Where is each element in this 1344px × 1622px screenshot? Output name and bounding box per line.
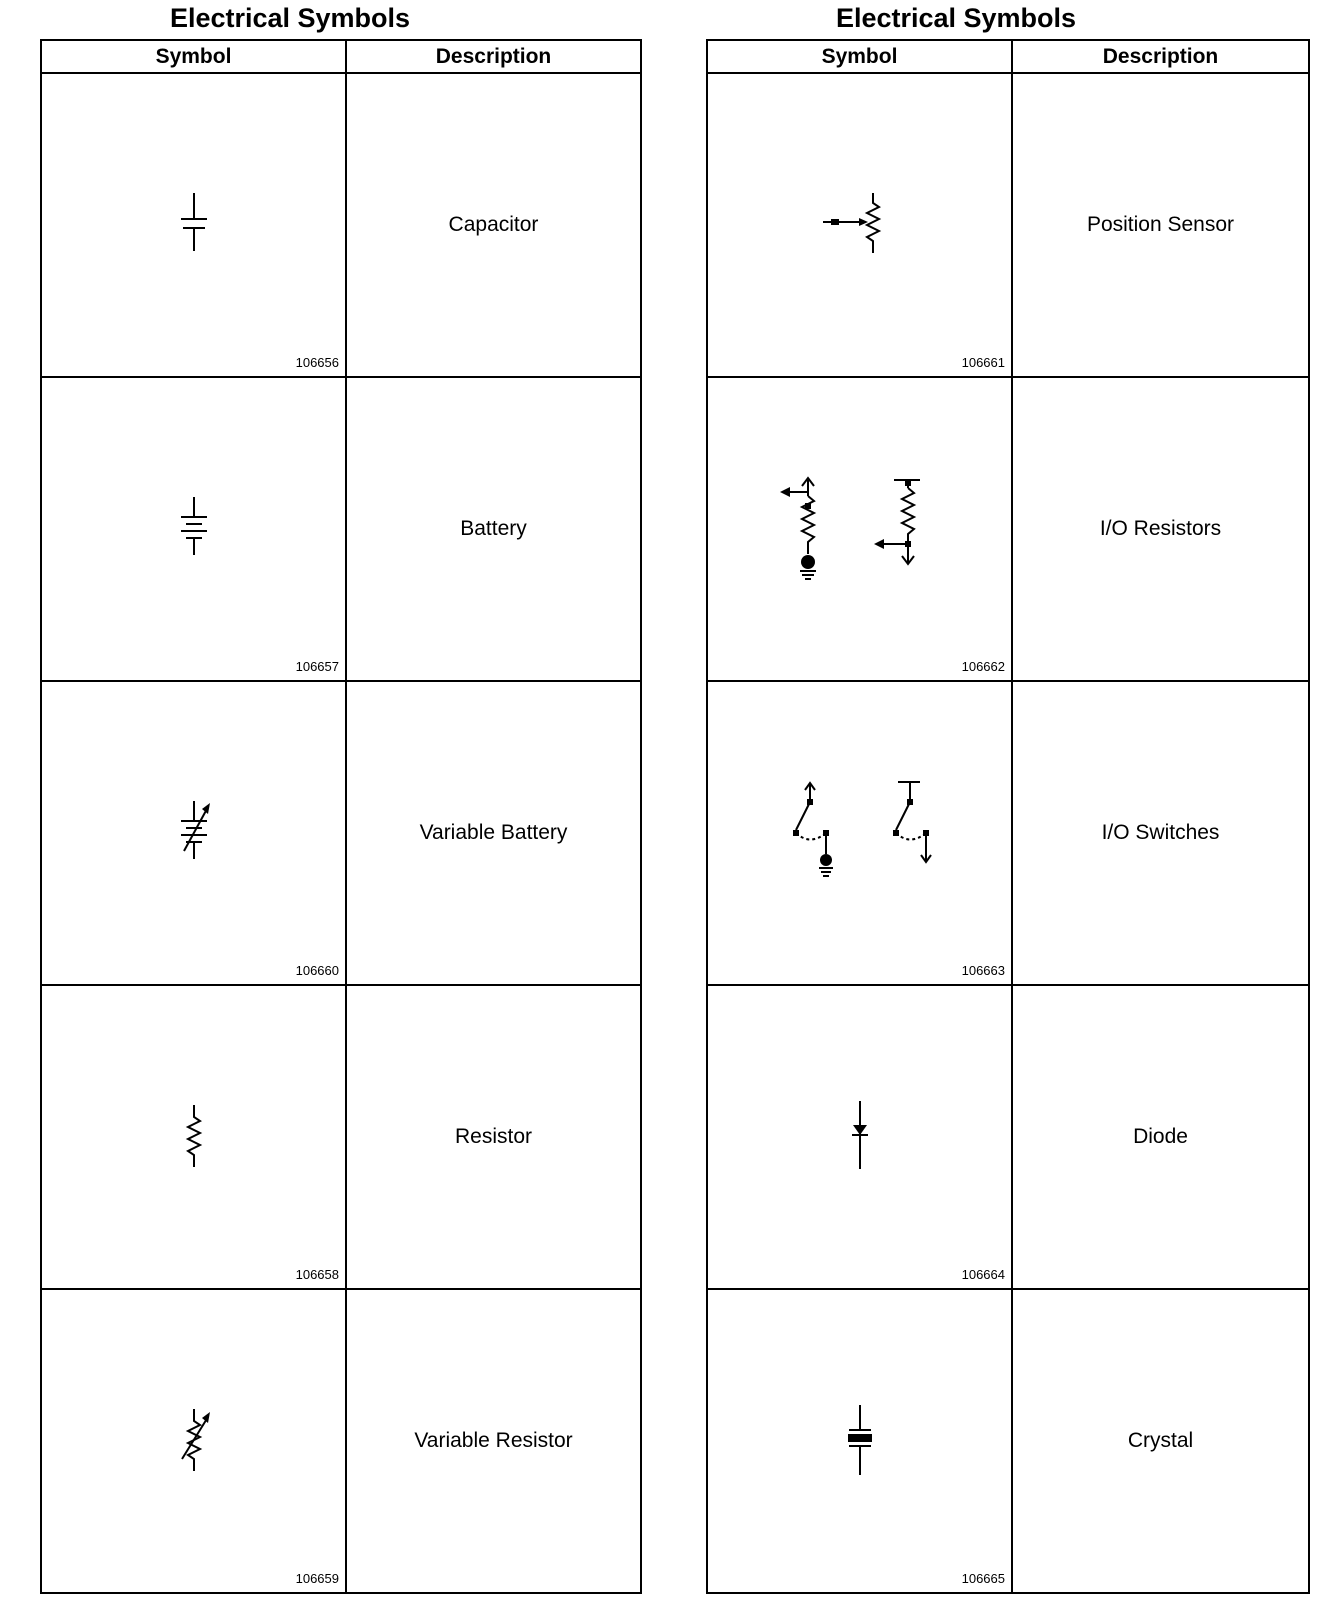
table-row — [41, 377, 641, 681]
reference-number: 106660 — [295, 963, 339, 978]
description-text: Diode — [1133, 1125, 1188, 1148]
description-text: Crystal — [1127, 1429, 1194, 1452]
panel-title: Electrical Symbols — [169, 3, 411, 33]
io-switches-icon — [770, 778, 950, 888]
description-cell — [1012, 73, 1309, 377]
position-sensor-icon — [815, 185, 905, 265]
reference-number: 106664 — [961, 1267, 1005, 1282]
description-cell — [1012, 377, 1309, 681]
symbols-table — [706, 39, 1310, 1594]
symbol-cell — [41, 73, 346, 377]
symbol-cell — [707, 1289, 1012, 1593]
description-text: Battery — [460, 517, 527, 540]
description-cell — [346, 985, 641, 1289]
reference-number: 106659 — [295, 1571, 339, 1586]
description-text: I/O Resistors — [1099, 517, 1222, 540]
table-row — [707, 377, 1309, 681]
battery-icon — [164, 489, 224, 569]
symbol-cell — [41, 377, 346, 681]
symbol-header: Symbol — [707, 40, 1012, 73]
symbol-cell — [707, 73, 1012, 377]
description-cell — [346, 377, 641, 681]
reference-number: 106662 — [961, 659, 1005, 674]
description-cell — [346, 1289, 641, 1593]
crystal-icon — [830, 1401, 890, 1481]
table-row — [41, 73, 641, 377]
table-row — [707, 73, 1309, 377]
description-cell — [346, 681, 641, 985]
description-text: I/O Switches — [1101, 821, 1220, 844]
capacitor-icon — [164, 185, 224, 265]
description-text: Variable Resistor — [414, 1429, 573, 1452]
symbol-header: Symbol — [41, 40, 346, 73]
variable-resistor-icon — [164, 1401, 224, 1481]
variable-battery-icon — [164, 793, 224, 873]
diode-icon — [830, 1097, 890, 1177]
header-row — [41, 40, 641, 73]
io-resistors-icon — [770, 474, 950, 584]
symbol-cell — [41, 985, 346, 1289]
description-text: Resistor — [454, 1125, 533, 1148]
reference-number: 106657 — [295, 659, 339, 674]
symbol-cell — [707, 985, 1012, 1289]
description-text: Capacitor — [448, 213, 539, 236]
header-row — [707, 40, 1309, 73]
reference-number: 106663 — [961, 963, 1005, 978]
description-text: Variable Battery — [419, 821, 568, 844]
table-row — [41, 681, 641, 985]
description-text: Position Sensor — [1086, 213, 1235, 236]
table-row — [707, 681, 1309, 985]
symbol-cell — [707, 377, 1012, 681]
table-row — [41, 1289, 641, 1593]
description-header: Description — [1012, 40, 1309, 73]
description-cell — [1012, 1289, 1309, 1593]
table-row — [41, 985, 641, 1289]
description-cell — [346, 73, 641, 377]
table-row — [707, 985, 1309, 1289]
resistor-icon — [164, 1097, 224, 1177]
description-cell — [1012, 681, 1309, 985]
panel-title: Electrical Symbols — [835, 3, 1077, 33]
symbol-cell — [41, 1289, 346, 1593]
reference-number: 106658 — [295, 1267, 339, 1282]
reference-number: 106665 — [961, 1571, 1005, 1586]
symbol-cell — [707, 681, 1012, 985]
table-row — [707, 1289, 1309, 1593]
reference-number: 106661 — [961, 355, 1005, 370]
symbol-cell — [41, 681, 346, 985]
description-cell — [1012, 985, 1309, 1289]
reference-number: 106656 — [295, 355, 339, 370]
description-header: Description — [346, 40, 641, 73]
symbols-table — [40, 39, 642, 1594]
